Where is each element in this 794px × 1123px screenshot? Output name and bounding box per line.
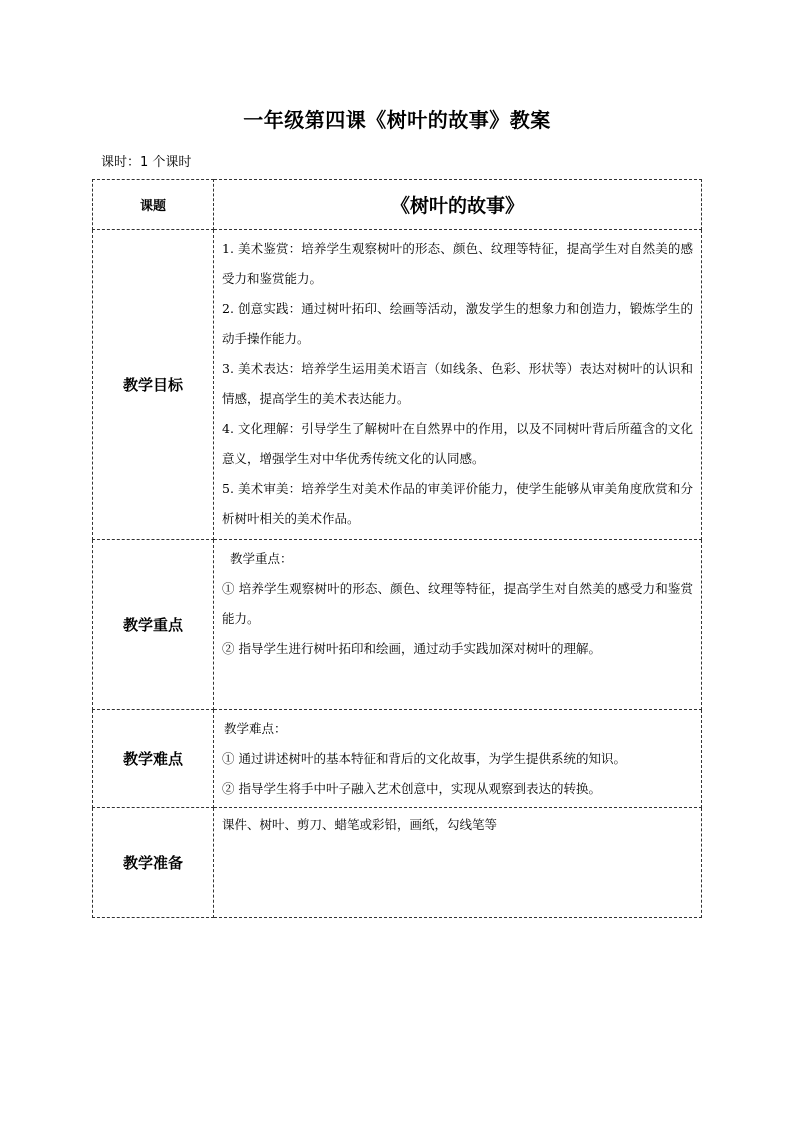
topic-row <box>93 180 702 230</box>
key-points-label: 教学重点 <box>93 540 214 710</box>
goal-item: 5. 美术审美：培养学生对美术作品的审美评价能力，使学生能够从审美角度欣赏和分析树叶相关的美术作品。 <box>222 481 693 526</box>
difficulties-cell <box>214 710 702 808</box>
document-title: 一年级第四课《树叶的故事》教案 <box>243 108 551 132</box>
goal-item: 4. 文化理解：引导学生了解树叶在自然界中的作用，以及不同树叶背后所蕴含的文化意义，增强学生对中华优秀传统文化的认同感。 <box>222 421 693 466</box>
goals-label: 教学目标 <box>93 230 214 540</box>
key-points-row <box>93 540 702 710</box>
lesson-plan-table <box>92 179 702 918</box>
difficulties-intro: 教学难点： <box>224 721 287 736</box>
difficulties-label: 教学难点 <box>93 710 214 808</box>
key-point-item: ① 培养学生观察树叶的形态、颜色、纹理等特征，提高学生对自然美的感受力和鉴赏能力。 <box>222 581 693 626</box>
key-points-cell <box>214 540 702 710</box>
preparation-row <box>93 808 702 918</box>
goal-item: 2. 创意实践：通过树叶拓印、绘画等活动，激发学生的想象力和创造力，锻炼学生的动手操作能力。 <box>222 301 693 346</box>
goals-row <box>93 230 702 540</box>
difficulties-row <box>93 710 702 808</box>
preparation-label: 教学准备 <box>93 808 214 918</box>
topic-value: 《树叶的故事》 <box>214 180 702 230</box>
difficulty-item: ② 指导学生将手中叶子融入艺术创意中，实现从观察到表达的转换。 <box>222 781 601 796</box>
preparation-cell <box>214 808 702 918</box>
key-points-intro: 教学重点： <box>230 551 293 566</box>
preparation-text: 课件、树叶、剪刀、蜡笔或彩铅，画纸，勾线笔等 <box>222 817 498 832</box>
goal-item: 3. 美术表达：培养学生运用美术语言（如线条、色彩、形状等）表达对树叶的认识和情感，提高学生的美术表达能力。 <box>222 361 693 406</box>
goals-cell <box>214 230 702 540</box>
goal-item: 1. 美术鉴赏：培养学生观察树叶的形态、颜色、纹理等特征，提高学生对自然美的感受力和鉴赏能力。 <box>222 241 693 286</box>
key-point-item: ② 指导学生进行树叶拓印和绘画，通过动手实践加深对树叶的理解。 <box>222 641 601 656</box>
difficulty-item: ① 通过讲述树叶的基本特征和背后的文化故事，为学生提供系统的知识。 <box>222 751 626 766</box>
class-period: 课时：1 个课时 <box>101 155 192 170</box>
topic-label: 课题 <box>93 180 214 230</box>
